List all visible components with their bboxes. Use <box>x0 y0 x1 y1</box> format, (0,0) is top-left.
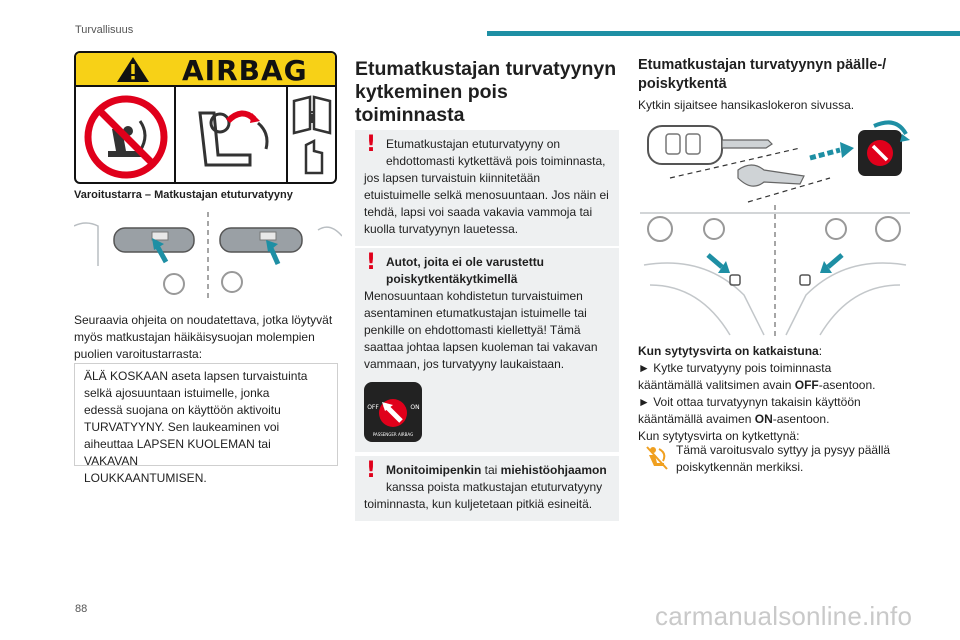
text-line: penkille on ehdottomasti kiellettyä! Tämä <box>364 323 581 337</box>
text-line: poiskytkennän merkiksi. <box>676 460 804 474</box>
text-line: toiminnasta, kun kuljetetaan pitkiä esineitä. <box>364 497 593 511</box>
text-line: puolien varoitustarrasta: <box>74 347 203 361</box>
box-heading-line: poiskytkentäkytkimellä <box>386 272 518 286</box>
airbag-warning-label <box>74 51 337 184</box>
text-line: ehdottomasti kytkettävä pois toiminnasta, <box>386 154 606 168</box>
ignition-on-text: Kun sytytysvirta on kytkettynä: <box>638 429 800 443</box>
title-line: poiskytkentä <box>638 76 727 92</box>
text-line: kanssa poista matkustajan etuturvatyyny <box>386 480 603 494</box>
text-fragment: -asentoon. <box>772 412 830 426</box>
subsection-title <box>638 56 908 94</box>
text-line: aiheuttaa LAPSEN KUOLEMAN tai VAKAVAN <box>84 437 271 468</box>
title-line: kytkeminen pois <box>355 81 508 103</box>
exclamation-icon: ! <box>366 132 377 157</box>
read-manual-icon <box>290 93 334 181</box>
on-marker: ON <box>410 404 420 411</box>
text-line: etuistuimelle selkä menosuuntaan. Jos näin ei <box>364 188 609 202</box>
text-line: edessä suojana on käyttöön aktivoitu <box>84 403 281 417</box>
ignition-off-heading <box>638 343 913 360</box>
warning-lamp-text <box>676 442 916 476</box>
warning-triangle-icon <box>116 56 150 83</box>
exclamation-icon: ! <box>366 458 377 483</box>
airbag-label-header <box>76 53 335 87</box>
text-fragment: kääntämällä avaimen <box>638 412 755 426</box>
label-divider <box>286 87 288 184</box>
switch-location-text: Kytkin sijaitsee hansikaslokeron sivussa. <box>638 98 855 112</box>
text-fragment: kääntämällä valitsimen avain <box>638 378 795 392</box>
text-line: asentaminen etumatkustajan istuimelle tai <box>364 306 587 320</box>
section-title <box>355 58 625 127</box>
page-number: 88 <box>75 603 88 615</box>
text-line: saattaa johtaa lapsen kuoleman tai vakavan <box>364 340 598 354</box>
text-fragment: tai <box>481 463 501 477</box>
key-switch-illustration <box>640 118 910 204</box>
svg-text:i: i <box>309 108 315 127</box>
multi-seat-warning-box <box>355 456 619 521</box>
airbag-label-word: AIRBAG <box>182 54 308 87</box>
bold-term: Monitoimipenkin <box>386 463 482 477</box>
text-line: selkä ajosuuntaan istuimelle, jonka <box>84 386 270 400</box>
step-enable-line: ► Voit ottaa turvatyynyn takaisin käyttöön <box>638 395 861 409</box>
text-line: TURVATYYNY. Sen laukeaminen voi <box>84 420 280 434</box>
bold-term: ON <box>754 412 773 426</box>
step-enable-line <box>638 411 913 428</box>
sun-visor-illustration <box>74 212 342 302</box>
step-disable-line: ► Kytke turvatyyny pois toiminnasta <box>638 361 832 375</box>
text-line <box>364 458 611 483</box>
airbag-deployment-icon <box>180 93 282 181</box>
dashboard-switch-location-illustration <box>640 205 910 337</box>
text-line: jos lapsen turvaistuin kiinnitetään <box>364 171 541 185</box>
text-line: vammaan, jos turvatyyny laukaistaan. <box>364 357 565 371</box>
box-heading-line: Autot, joita ei ole varustettu <box>386 255 545 269</box>
title-line: Etumatkustajan turvatyynyn <box>355 58 617 80</box>
off-marker: OFF <box>367 404 379 411</box>
text-line: Etumatkustajan etuturvatyyny on <box>386 137 561 151</box>
section-label: Turvallisuus <box>75 24 134 36</box>
text-line: tehdä, lapsi voi saada vakavia vammoja tai <box>364 205 593 219</box>
exclamation-icon: ! <box>366 250 377 275</box>
child-seat-warning-box <box>74 363 338 485</box>
label-divider <box>174 87 176 184</box>
intro-paragraph <box>74 312 342 363</box>
no-switch-warning-box <box>355 248 619 381</box>
no-rear-facing-child-seat-icon <box>82 93 170 181</box>
passenger-airbag-text: PASSENGER AIRBAG <box>372 432 414 437</box>
text-line: myös matkustajan häikäisysuojan molempien <box>74 330 315 344</box>
text-fragment: : <box>818 344 823 358</box>
title-line: toiminnasta <box>355 104 465 126</box>
watermark: carmanualsonline.info <box>655 601 913 631</box>
bold-term: miehistöohjaamon <box>500 463 607 477</box>
header-accent-bar <box>487 31 960 36</box>
airbag-off-warning-lamp-icon <box>646 445 668 471</box>
figure-caption: Varoitustarra – Matkustajan etuturvatyyny <box>74 189 293 201</box>
text-line: ÄLÄ KOSKAAN aseta lapsen turvaistuinta <box>84 369 308 383</box>
bold-term: OFF <box>794 378 819 392</box>
text-fragment: -asentoon. <box>818 378 876 392</box>
title-line: Etumatkustajan turvatyynyn päälle-/ <box>638 57 887 73</box>
text-line: kuolla turvatyynyn lauetessa. <box>364 222 519 236</box>
text-line: Seuraavia ohjeita on noudatettava, jotka löytyvät <box>74 313 333 327</box>
bold-term: Kun sytytysvirta on katkaistuna <box>638 344 819 358</box>
text-line: LOUKKAANTUMISEN. <box>84 471 207 485</box>
passenger-airbag-switch-icon <box>363 381 423 443</box>
text-line: Tämä varoitusvalo syttyy ja pysyy päällä <box>676 443 891 457</box>
step-disable-line <box>638 377 913 394</box>
rear-facing-seat-warning-box <box>355 130 619 246</box>
indicator-box <box>355 372 619 452</box>
text-line: Menosuuntaan kohdistetun turvaistuimen <box>364 289 583 303</box>
